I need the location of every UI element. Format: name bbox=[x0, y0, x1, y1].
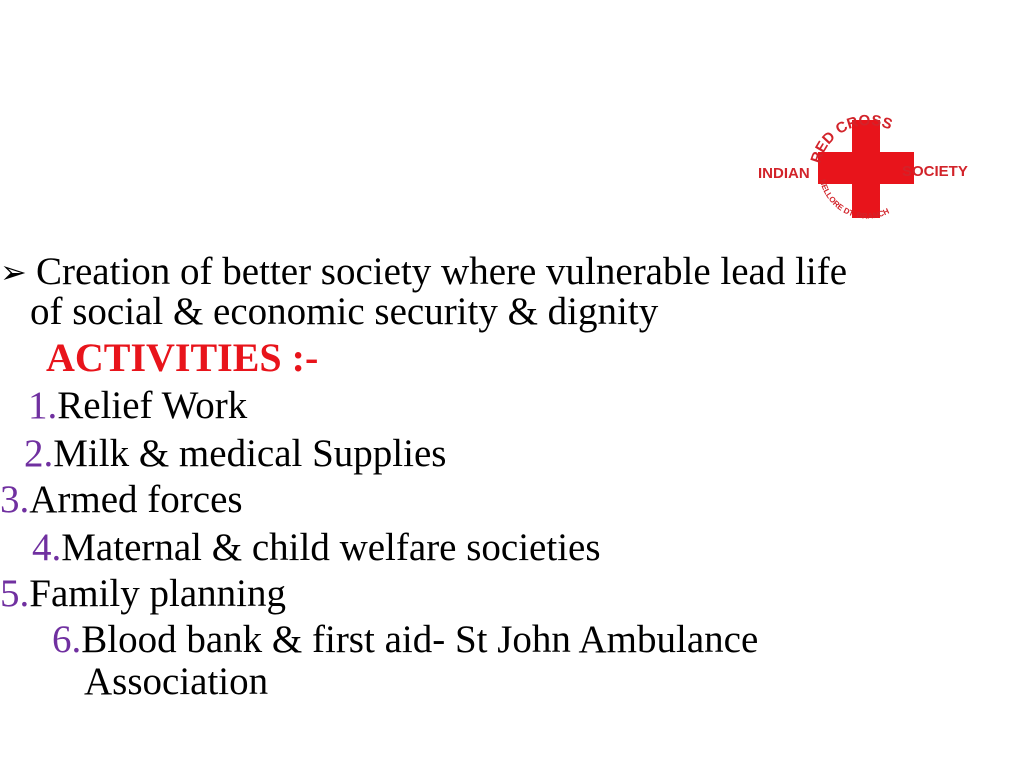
red-cross-logo bbox=[752, 106, 984, 232]
activity-number: 1. bbox=[28, 384, 58, 427]
activity-number: 4. bbox=[32, 526, 62, 569]
logo-text-bottom: NELLORE DT. BRANCH bbox=[817, 178, 891, 221]
arrow-bullet-icon: ➢ bbox=[0, 254, 27, 290]
logo-text-right: SOCIETY bbox=[902, 163, 968, 180]
activity-item bbox=[52, 618, 758, 662]
activity-text: Armed forces bbox=[29, 478, 243, 521]
intro-line-1: Creation of better society where vulnerable lead life bbox=[36, 250, 848, 293]
logo-text-left: INDIAN bbox=[758, 165, 810, 182]
activity-number: 6. bbox=[52, 618, 82, 661]
logo-text-top: RED CROSS bbox=[807, 111, 895, 166]
activity-text: Family planning bbox=[29, 572, 286, 615]
activity-item bbox=[24, 432, 446, 476]
activity-item bbox=[0, 572, 286, 616]
activity-continuation: Association bbox=[84, 660, 269, 703]
activity-text: Relief Work bbox=[57, 384, 248, 427]
activities-heading: ACTIVITIES :- bbox=[46, 335, 319, 380]
activity-item bbox=[32, 526, 601, 570]
activity-number: 5. bbox=[0, 572, 30, 615]
intro-line-2: of social & economic security & dignity bbox=[30, 290, 659, 333]
activity-number: 3. bbox=[0, 478, 30, 521]
activity-text: Blood bank & first aid- St John Ambulance bbox=[81, 618, 759, 661]
activity-number: 2. bbox=[24, 432, 54, 475]
activity-item bbox=[0, 478, 243, 522]
activity-text: Maternal & child welfare societies bbox=[61, 526, 601, 569]
activity-text: Milk & medical Supplies bbox=[53, 432, 447, 475]
activity-item bbox=[28, 384, 247, 428]
